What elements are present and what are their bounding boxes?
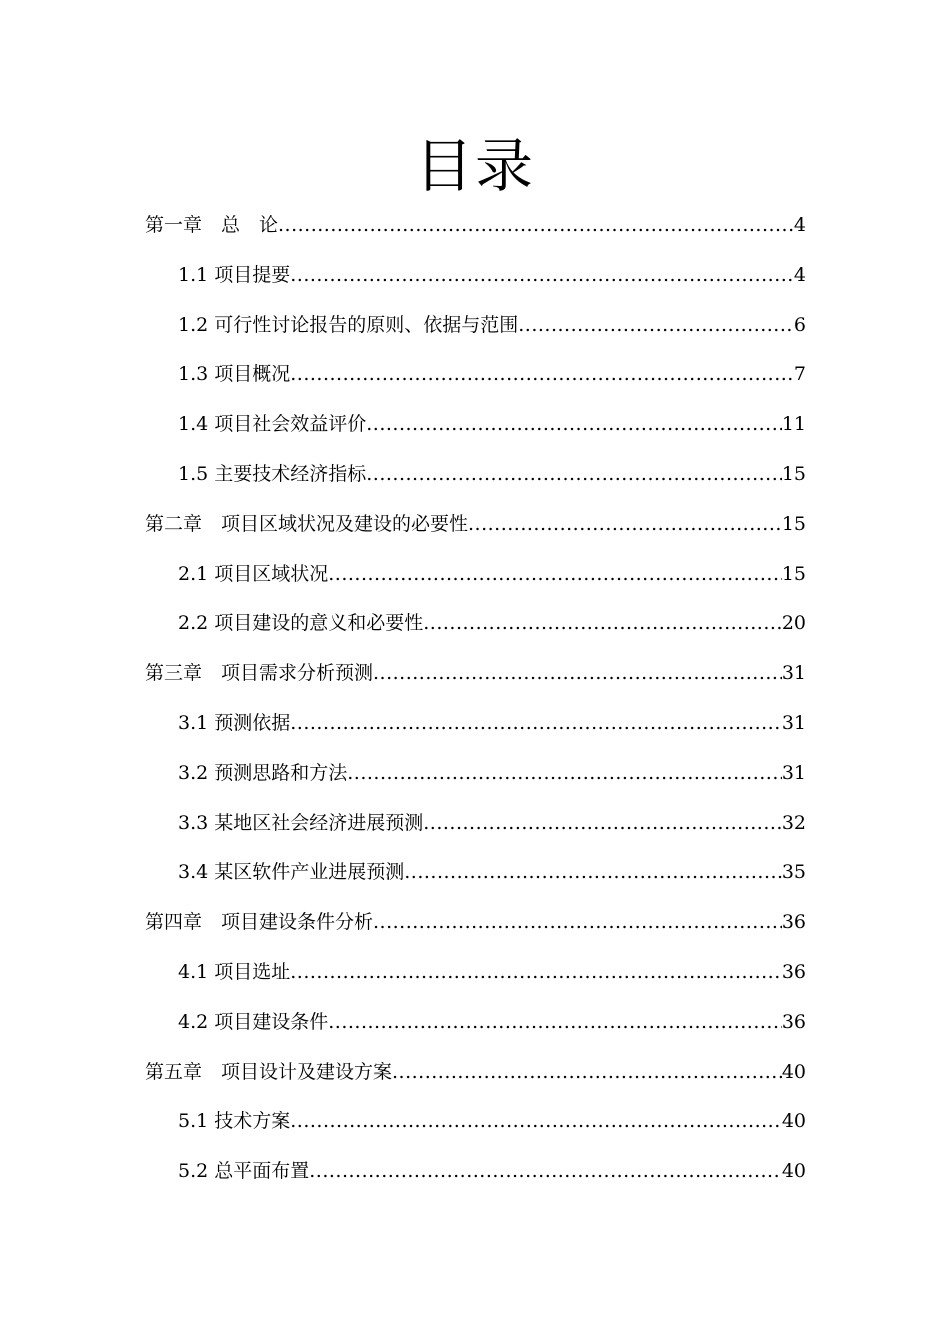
- toc-dot-leader: [373, 907, 782, 937]
- toc-dot-leader: [423, 608, 782, 638]
- toc-page-number: 4: [793, 214, 806, 236]
- toc-section-entry[interactable]: [178, 808, 806, 838]
- toc-entry-title: 4.2 项目建设条件: [178, 1010, 329, 1033]
- toc-page-number: 32: [781, 811, 806, 834]
- toc-entry-title: 2.2 项目建设的意义和必要性: [178, 612, 424, 635]
- toc-page-number: 31: [781, 761, 806, 784]
- toc-section-entry[interactable]: [178, 758, 806, 788]
- toc-dot-leader: [290, 260, 794, 290]
- toc-entry-title: 1.5 主要技术经济指标: [178, 463, 367, 485]
- toc-entry-title: 3.4 某区软件产业进展预测: [178, 861, 405, 884]
- toc-title: 目录: [414, 132, 535, 200]
- toc-page-number: 36: [781, 911, 806, 934]
- toc-dot-leader: [423, 808, 782, 838]
- toc-page-number: 4: [793, 263, 806, 286]
- toc-chapter-entry[interactable]: [145, 658, 806, 688]
- toc-dot-leader: [290, 359, 794, 389]
- toc-section-entry[interactable]: [178, 957, 806, 987]
- toc-section-entry[interactable]: [178, 559, 806, 589]
- toc-dot-leader: [373, 658, 782, 688]
- toc-section-entry[interactable]: [178, 1156, 806, 1186]
- toc-entry-title: 3.2 预测思路和方法: [178, 761, 348, 784]
- toc-page-number: 40: [781, 1160, 806, 1183]
- toc-entry-title: 1.1 项目提要: [178, 263, 291, 286]
- toc-dot-leader: [328, 559, 782, 589]
- toc-section-entry[interactable]: [178, 1106, 806, 1136]
- toc-dot-leader: [290, 708, 782, 738]
- toc-section-entry[interactable]: [178, 409, 806, 439]
- toc-page-number: 7: [793, 363, 806, 386]
- toc-dot-leader: [347, 758, 782, 788]
- toc-dot-leader: [328, 1007, 782, 1037]
- toc-section-entry[interactable]: [178, 459, 806, 489]
- toc-entry-title: 1.3 项目概况: [178, 363, 291, 386]
- toc-chapter-entry[interactable]: [145, 210, 806, 240]
- toc-section-entry[interactable]: [178, 359, 806, 389]
- toc-page-number: 15: [781, 562, 806, 585]
- toc-entry-title: 3.1 预测依据: [178, 712, 291, 734]
- toc-page-number: 31: [781, 662, 806, 685]
- toc-chapter-entry[interactable]: [145, 907, 806, 937]
- toc-dot-leader: [518, 310, 794, 340]
- toc-entry-title: 第四章 项目建设条件分析: [145, 911, 374, 934]
- toc-chapter-entry[interactable]: [145, 1057, 806, 1087]
- toc-section-entry[interactable]: [178, 857, 806, 887]
- toc-entry-title: 5.1 技术方案: [178, 1110, 291, 1133]
- toc-section-entry[interactable]: [178, 310, 806, 340]
- toc-entry-title: 4.1 项目选址: [178, 961, 291, 983]
- toc-entry-title: 第二章 项目区域状况及建设的必要性: [145, 512, 469, 535]
- toc-chapter-entry[interactable]: [145, 509, 806, 539]
- toc-section-entry[interactable]: [178, 708, 806, 738]
- toc-entry-title: 2.1 项目区域状况: [178, 562, 329, 585]
- toc-dot-leader: [290, 957, 782, 987]
- toc-page-number: 6: [793, 313, 806, 336]
- toc-dot-leader: [290, 1106, 782, 1136]
- toc-page-number: 20: [781, 612, 806, 635]
- toc-dot-leader: [278, 210, 794, 240]
- toc-page-number: 36: [781, 1010, 806, 1033]
- toc-dot-leader: [468, 509, 782, 539]
- toc-entry-title: 第一章 总 论: [145, 214, 279, 236]
- toc-page-number: 35: [781, 861, 806, 884]
- toc-entry-title: 第三章 项目需求分析预测: [145, 662, 374, 685]
- toc-entry-title: 1.2 可行性讨论报告的原则、依据与范围: [178, 313, 519, 336]
- toc-entry-title: 1.4 项目社会效益评价: [178, 413, 367, 436]
- toc-dot-leader: [404, 857, 782, 887]
- toc-page-number: 15: [781, 463, 806, 485]
- toc-page-number: 11: [781, 413, 806, 436]
- toc-dot-leader: [366, 409, 782, 439]
- toc-page-number: 31: [781, 712, 806, 734]
- toc-section-entry[interactable]: [178, 608, 806, 638]
- toc-entry-title: 3.3 某地区社会经济进展预测: [178, 811, 424, 834]
- toc-entry-title: 5.2 总平面布置: [178, 1160, 310, 1183]
- toc-section-entry[interactable]: [178, 260, 806, 290]
- toc-section-entry[interactable]: [178, 1007, 806, 1037]
- toc-dot-leader: [309, 1156, 782, 1186]
- toc-page-number: 36: [781, 961, 806, 983]
- toc-dot-leader: [392, 1057, 782, 1087]
- toc-page-number: 15: [781, 512, 806, 535]
- toc-page-number: 40: [781, 1110, 806, 1133]
- toc-dot-leader: [366, 459, 782, 489]
- toc-page-number: 40: [781, 1060, 806, 1083]
- toc-entry-title: 第五章 项目设计及建设方案: [145, 1060, 393, 1083]
